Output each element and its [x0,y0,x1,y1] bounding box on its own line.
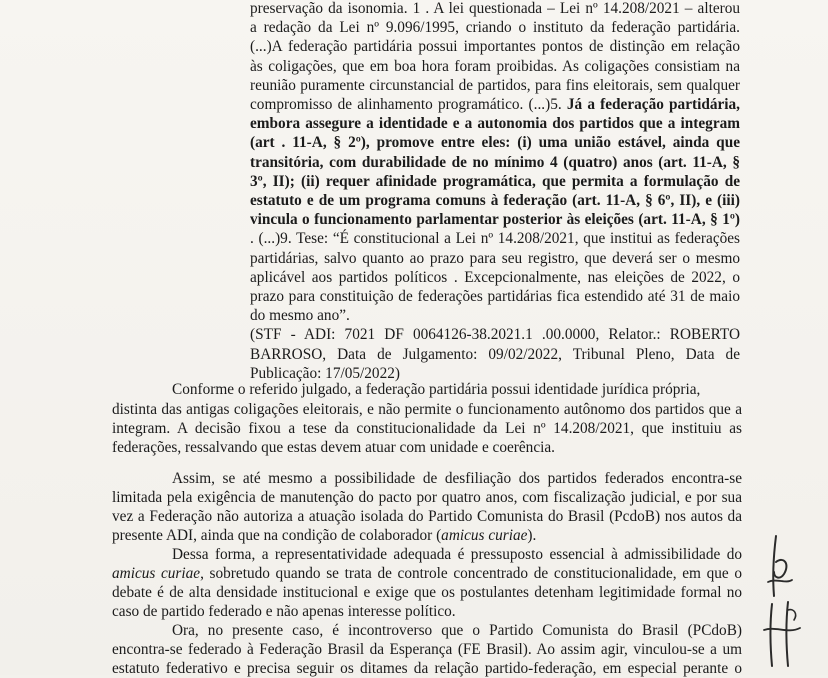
para2-line2: limitada pela exigência de manutenção do pacto por quatro anos, com fiscalização judicial, e por sua [112,489,742,506]
quote-line-text: transitória, com durabilidade de no mínimo 4 (quatro) anos (art. 11-A, § [250,153,740,171]
quote-line [250,57,740,76]
quote-line [250,0,740,18]
quote-line-text: vincula o funcionamento parlamentar posterior às eleições (art. 11-A, § 1º) [250,211,740,229]
quote-line-text: 3º, II); (ii) requer afinidade programática, que permita a formulação de [250,172,740,190]
para1-line4: federações, ressalvando que estas devem atuar com unidade e coerência. [112,439,555,456]
quote-line-text: reunião puramente circunstancial de partidos, para fins eleitorais, sem qualquer [250,76,740,94]
para2-line4 [112,526,536,545]
amicus-curiae-term: amicus curiae [441,527,528,544]
quote-line-text: compromisso de alinhamento programático. (...)5. [250,96,562,113]
quote-line-text: prazo para constituição de federações partidárias fica estendido até 31 de maio [250,288,740,305]
quote-line [250,249,740,268]
para4-line2: encontra-se federado à Federação Brasil da Esperança (FE Brasil). Ao assim agir, vinculou-se a um [112,641,742,658]
para3-line2 [112,564,742,583]
para2-line1: Assim, se até mesmo a possibilidade de desfiliação dos partidos federados encontra-se [172,470,742,487]
para4-line1: Ora, no presente caso, é incontroverso que o Partido Comunista do Brasil (PCdoB) [172,622,742,639]
para1-line1: Conforme o referido julgado, a federação partidária possui identidade jurídica própria, [172,381,701,398]
para2-line4-end: ). [527,527,537,544]
quote-line-text: . (...)9. Tese: “É constitucional a Lei nº 14.208/2021, que institui as federações [250,230,740,248]
quote-line-text: BARROSO, Data de Julgamento: 09/02/2022, Tribunal Pleno, Data de [250,345,740,363]
para3-line3: debate é de alta densidade institucional e exige que os postulantes detenham legitimidade formal no [112,584,742,601]
quote-line-bold-tail: Já a federação partidária, [561,96,740,113]
quote-line [250,18,740,37]
quote-line-text: a redação da Lei nº 9.096/1995, criando o instituto da federação partidária. [250,19,740,37]
quote-line-text: do mesmo ano”. [250,307,350,325]
quote-line-text: preservação da isonomia. 1 . A lei questionada – Lei nº 14.208/2021 – alterou [250,0,740,17]
quote-line [250,306,350,325]
quote-line [250,153,740,172]
para4-line3: estatuto federativo e precisa seguir os ditames da relação partido-federação, em especial perante o [112,660,742,677]
handwritten-initials-top [762,532,798,602]
quote-line-text: partidárias, salvo quanto ao prazo para seu registro, que deverá ser o mesmo [250,249,740,267]
quote-line [250,37,740,56]
quote-line-text: aplicável aos partidos políticos . Excepcionalmente, nas eleições de 2022, o [250,268,740,286]
quote-line-text: (...)A federação partidária possui importantes pontos de distinção em relação [250,38,740,56]
para3-line1: Dessa forma, a representatividade adequada é pressuposto essencial à admissibilidade do [172,546,742,563]
quote-line [250,287,740,306]
para2-line3: vez a Federação não autoriza a atuação isolada do Partido Comunista do Brasil (PcdoB) nos autos da [112,508,742,525]
quote-line [250,268,740,287]
quote-line-text: Publicação: 17/05/2022) [250,364,400,382]
handwritten-initials-bottom [760,600,804,670]
quote-line [250,95,740,114]
quote-line [250,229,740,248]
quote-line [250,325,740,344]
quote-line [250,172,740,191]
para2-line4-text: presente ADI, ainda que na condição de colaborador ( [112,527,442,544]
quote-line-text: às coligações, que em boa hora foram proibidas. As coligações consistiam na [250,57,740,75]
quote-line-text: estatuto e de um programa comuns à federação (art. 11-A, § 6º, II), e (iii) [250,192,740,209]
quote-line [250,76,740,95]
quote-line [250,345,740,364]
para1-line3: integram. A decisão fixou a tese da constitucionalidade da Lei nº 14.208/2021, que instituiu as [112,420,742,437]
quote-line-text: (STF - ADI: 7021 DF 0064126-38.2021.1 .00.0000, Relator.: ROBERTO [250,326,740,344]
handwritten-initials-bottom-icon [760,600,804,670]
para1-line2: distinta das antigas coligações eleitorais, e não permite o funcionamento autônomo dos partidos que a [112,401,742,418]
quote-line-text: embora assegure a identidade e a autonomia dos partidos que a integram [250,115,740,133]
amicus-curiae-term-2: amicus curiae [112,565,201,582]
para3-line4: caso de partido federado e não apenas interesse político. [112,603,456,620]
quote-line [250,191,740,210]
handwritten-initials-top-icon [762,532,798,602]
para3-line2-text: , sobretudo quando se trata de controle concentrado de constitucionalidade, em que o [200,565,742,582]
quote-line-text: (art . 11-A, § 2º), promove entre eles: (i) uma união estável, ainda que [250,134,740,152]
quote-line [250,210,740,229]
quote-line [250,133,740,152]
quote-line [250,114,740,133]
